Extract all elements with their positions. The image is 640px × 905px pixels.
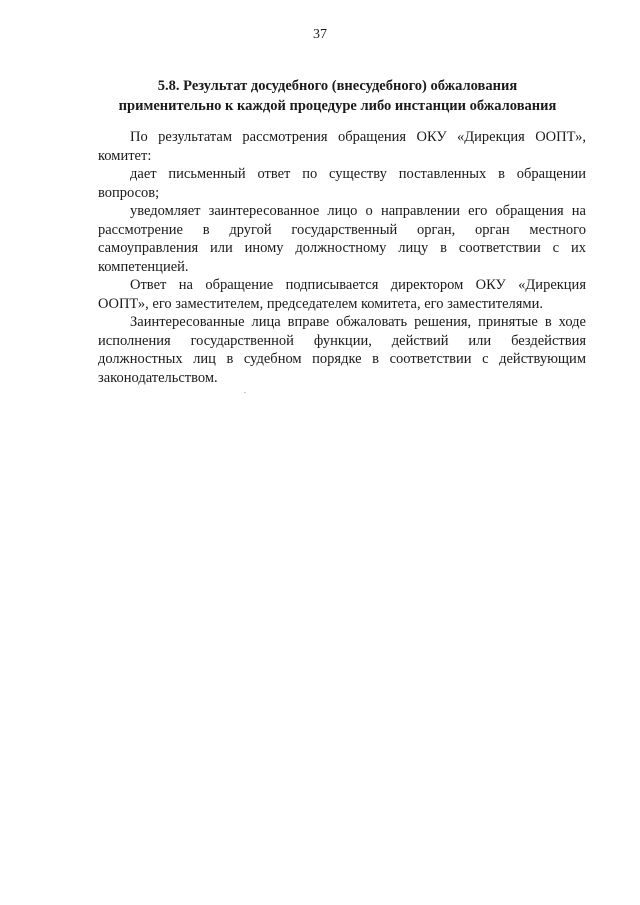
paragraph-signature: Ответ на обращение подписывается директором ОКУ «Дирекция ООПТ», его заместителем, председателем комитета, его заместителями. xyxy=(98,277,586,312)
paragraph-written-answer: дает письменный ответ по существу поставленных в обращении вопросов; xyxy=(98,166,586,201)
body-text xyxy=(98,128,586,387)
section-heading-line-1: 5.8. Результат досудебного (внесудебного) обжалования xyxy=(157,78,518,94)
section-heading-line-2: применительно к каждой процедуре либо инстанции обжалования xyxy=(118,98,557,114)
page-number: 37 xyxy=(313,27,327,42)
paragraph-court-appeal: Заинтересованные лица вправе обжаловать решения, принятые в ходе исполнения государственной функции, действий или бездействия должностных лиц в судебном порядке в соответствии с действующим законодательством. xyxy=(98,314,586,386)
section-heading xyxy=(90,76,585,116)
paragraph-redirect-notice: уведомляет заинтересованное лицо о направлении его обращения на рассмотрение в другой государственный орган, орган местного самоуправления или иному должностному лицу в соответствии с их компетенцией. xyxy=(98,203,586,275)
scan-speck xyxy=(244,392,246,393)
paragraph-review-result: По результатам рассмотрения обращения ОКУ «Дирекция ООПТ», комитет: xyxy=(98,129,586,164)
